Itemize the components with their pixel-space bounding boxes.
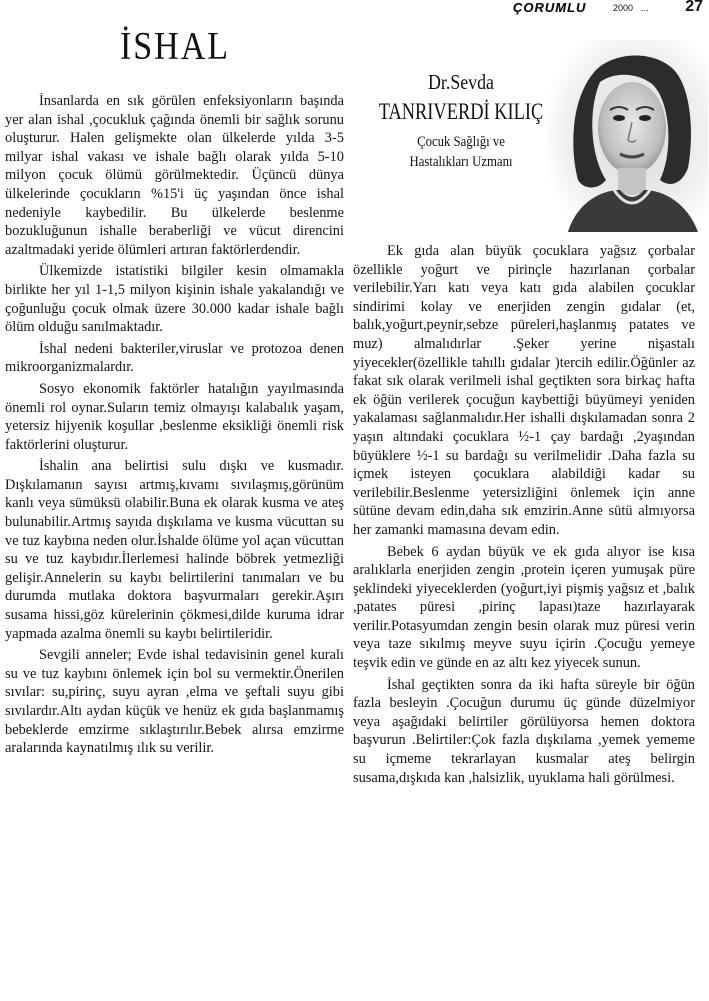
article-left-column [5, 92, 344, 758]
article-paragraph: İnsanlarda en sık görülen enfeksiyonların başında yer alan ishal ,çocukluk çağında önemli bir sağlık sorunu oluşturur. Halen gelişmekte olan ülkelerde yılda 3-5 milyar ishal vakası ve ishale bağlı olarak yılda 5-10 milyon çocuk ölümü görülmektedir. Üçüncü dünya ülkelerinde çocukların %15'i üç yaşından önce ishal nedeniyle kaybedilir. Bu ülkelerde beslenme bozukluğunun ishalle beraberliği ve vücut direncini azaltmadaki yeride ölümleri artıran faktörlerdendir. [5, 93, 344, 258]
article-paragraph: Ülkemizde istatistiki bilgiler kesin olmamakla birlikte her yıl 1-1,5 milyon kişinin ishale yakalandığı ve çoğunluğu çocuk olmak üzere 30.000 kadar ishale bağlı ölüm olduğu sanılmaktadır. [5, 263, 344, 336]
masthead [513, 0, 703, 16]
author-byline [356, 70, 566, 172]
article-paragraph: İshalin ana belirtisi sulu dışkı ve kusmadır. Dışkılamanın sayısı artmış,kıvamı sıvılaşmış,görünüm kanlı veya sümüksü olabilir.Buna ek olarak kusma ve ateş bulunabilir.Artmış sayıda dışkılama ve kusma vücuttan su ve tuz kaybına neden olur.İshalde ölüme yol açan vücuttan su ve tuz kaybıdır.İlerlemesi halinde böbrek yetmezliği gelişir.Annelerin su kaybı belirtilerini tanımaları ve bu durumda mutlaka doktora başvurmaları gerekir.Aşırı susama hissi,göz kürelerinin çökmesi,dilde kuruma idrar yapmada azalma önemli su kaybı belirtileridir. [5, 458, 344, 642]
article-paragraph: Bebek 6 aydan büyük ve ek gıda alıyor ise kısa aralıklarla enerjiden zengin ,protein içeren yumuşak püre şeklindeki yiyeceklerden (yoğurt,iyi pişmiş yağsız et ,balık ,patates püresi ,pirinç lapası)taze hazırlayarak verilir.Potasyumdan zengin besin olarak muz püresi verin veya taze sıkılmış meyve suyu içirin .Çocuğu yemeye teşvik edin ve günde en az altı kez yiyecek sunun. [353, 543, 695, 672]
article-title: İSHAL [119, 25, 231, 68]
article-paragraph: Ek gıda alan büyük çocuklara yağsız çorbalar özellikle yoğurt ve pirinçle hazırlanan çorbalar verilebilir.Yarı katı veya katı gıda alabilen çocuklar sindirimi kolay ve enerjiden zengin gıdalar (et, balık,yoğurt,peynir,sebze püreleri,haşlanmış patates ve muz) almalıdırlar .Şeker yerine nişastalı yiyecekler(özellikle tahıllı gıdalar )tercih edilir.Öğünler az fakat sık olarak verilmeli ishal geçtikten sora birkaç hafta ek öğün verilerek çocuğun kaybettiği büyümeyi yeniden yakalaması sağlanmalıdır.Her ishalli dışkılamadan sonra 2 yaşın altındaki çocuklara ½-1 çay bardağı ,2yaşından büyüklere ½-1 su bardağı su verilmelidir .Daha fazla su içmek isteyen çocuklara alabildiği kadar su verilebilir.Beslenme yetersizliğini önlemek için anne sütüne devam edin,daha sık emzirin.Anne sütü almıyorsa her zamanki mamasına devam edin. [353, 243, 695, 538]
author-name-line1: Dr.Sevda [428, 70, 494, 94]
author-role-line1: Çocuk Sağlığı ve [417, 134, 505, 150]
article-paragraph: İshal geçtikten sonra da iki hafta süreyle bir öğün fazla besleyin .Çocuğun durumu üç günde düzelmiyor veya aşağıdaki belirtiler görülüyorsa hemen doktora başvurun .Belirtiler:Çok fazla dışkılama ,yemek yememe su içmeme tekrarlayan kusmalar ateş belirgin susama,dışkıda kan ,halsizlik, uyuklama hali görülmesi. [353, 676, 695, 786]
article-paragraph: İshal nedeni bakteriler,viruslar ve protozoa denen mikroorganizmalardır. [5, 340, 344, 376]
issue-year: 2000 [613, 3, 634, 13]
author-name-line2: TANRIVERDİ KILIÇ [378, 99, 544, 124]
article-right-column [353, 242, 695, 787]
article-paragraph: Sosyo ekonomik faktörler hatalığın yayılmasında önemli rol oynar.Suların temiz olmayışı kalabalık yaşam, yetersiz hijyenik koşullar ,beslenme eksikliği önemli risk faktörlerini oluşturur. [5, 380, 344, 453]
issue-dots: ... [641, 3, 649, 13]
author-role-line2: Hastalıkları Uzmanı [409, 154, 513, 170]
publication-brand: ÇORUMLU [513, 0, 587, 15]
author-portrait-photo [548, 40, 708, 232]
article-paragraph: Sevgili anneler; Evde ishal tedavisinin genel kuralı su ve tuz kaybını önlemek için bol su vermektir.Önerilen sıvılar: su,pirinç, suyu ayran ,elma ve şeftali suyu gibi sıvılardır.Altı aydan küçük ve henüz ek gıda başlanmamış bebeklerde emzirme sıklaştırılır.Bebek alırsa emzirme aralarında kaynatılmış ılık su verilir. [5, 647, 344, 757]
page-number: 27 [685, 0, 703, 15]
